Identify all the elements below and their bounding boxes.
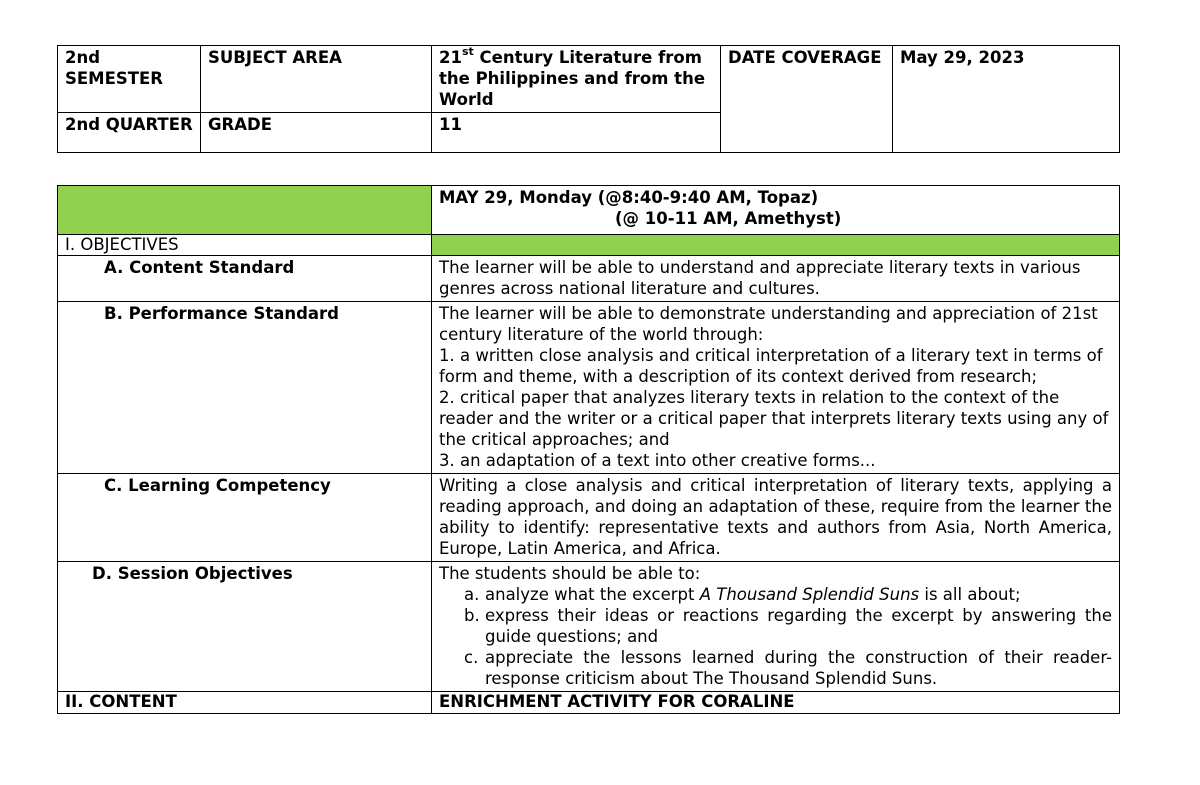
- list-item: a. analyze what the excerpt A Thousand Splendid Suns is all about;: [464, 585, 1021, 604]
- date-coverage-label: DATE COVERAGE: [721, 46, 893, 153]
- content-heading: II. CONTENT: [58, 692, 432, 714]
- header-info-table: [57, 45, 1120, 153]
- objectives-green-cell: [432, 235, 1120, 256]
- session-objectives-list: [439, 584, 1112, 689]
- list-item: c. appreciate the lessons learned during the construction of their reader-response criticism about The Thousand Splendid Suns.: [464, 648, 1112, 688]
- green-header-cell: [58, 186, 432, 235]
- learning-competency-text: Writing a close analysis and critical interpretation of literary texts, applying a reading approach, and doing an adaptation of these, require from the learner the ability to identify: representative texts and authors from Asia, North America, Europe, Latin America, and Africa.: [432, 474, 1120, 562]
- performance-item-1: 1. a written close analysis and critical interpretation of a literary text in terms of form and theme, with a description of its context derived from research;: [439, 346, 1103, 386]
- quarter-cell: 2nd QUARTER: [58, 113, 201, 153]
- grade-value: 11: [432, 113, 721, 153]
- learning-competency-label: C. Learning Competency: [58, 474, 432, 562]
- list-item: b. express their ideas or reactions regarding the excerpt by answering the guide questions; and: [464, 606, 1112, 646]
- performance-item-3: 3. an adaptation of a text into other creative forms...: [439, 451, 876, 470]
- objectives-heading: I. OBJECTIVES: [58, 235, 432, 256]
- subject-area-label: SUBJECT AREA: [201, 46, 432, 113]
- subject-title: 21st Century Literature from the Philippines and from the World: [432, 46, 721, 113]
- schedule-line-1: MAY 29, Monday (@8:40-9:40 AM, Topaz): [439, 188, 819, 207]
- grade-label: GRADE: [201, 113, 432, 153]
- semester-cell: 2nd SEMESTER: [58, 46, 201, 113]
- date-value: May 29, 2023: [893, 46, 1120, 153]
- content-standard-text: The learner will be able to understand and appreciate literary texts in various genres across national literature and cultures.: [432, 256, 1120, 302]
- performance-standard-label: B. Performance Standard: [58, 302, 432, 474]
- session-objectives-intro: The students should be able to:: [439, 564, 701, 583]
- performance-item-2: 2. critical paper that analyzes literary texts in relation to the context of the reader and the writer or a critical paper that interprets literary texts using any of the critical approaches; and: [439, 388, 1109, 449]
- book-title: A Thousand Splendid Suns: [699, 585, 920, 604]
- session-objectives-label: D. Session Objectives: [58, 562, 432, 692]
- lesson-plan-table: [57, 185, 1120, 714]
- performance-standard-intro: The learner will be able to demonstrate understanding and appreciation of 21st century literature of the world through:: [439, 304, 1098, 344]
- content-value: ENRICHMENT ACTIVITY FOR CORALINE: [432, 692, 1120, 714]
- performance-standard-text: [432, 302, 1120, 474]
- schedule-line-2: (@ 10-11 AM, Amethyst): [615, 209, 842, 228]
- content-standard-label: A. Content Standard: [58, 256, 432, 302]
- session-objectives-text: [432, 562, 1120, 692]
- schedule-cell: [432, 186, 1120, 235]
